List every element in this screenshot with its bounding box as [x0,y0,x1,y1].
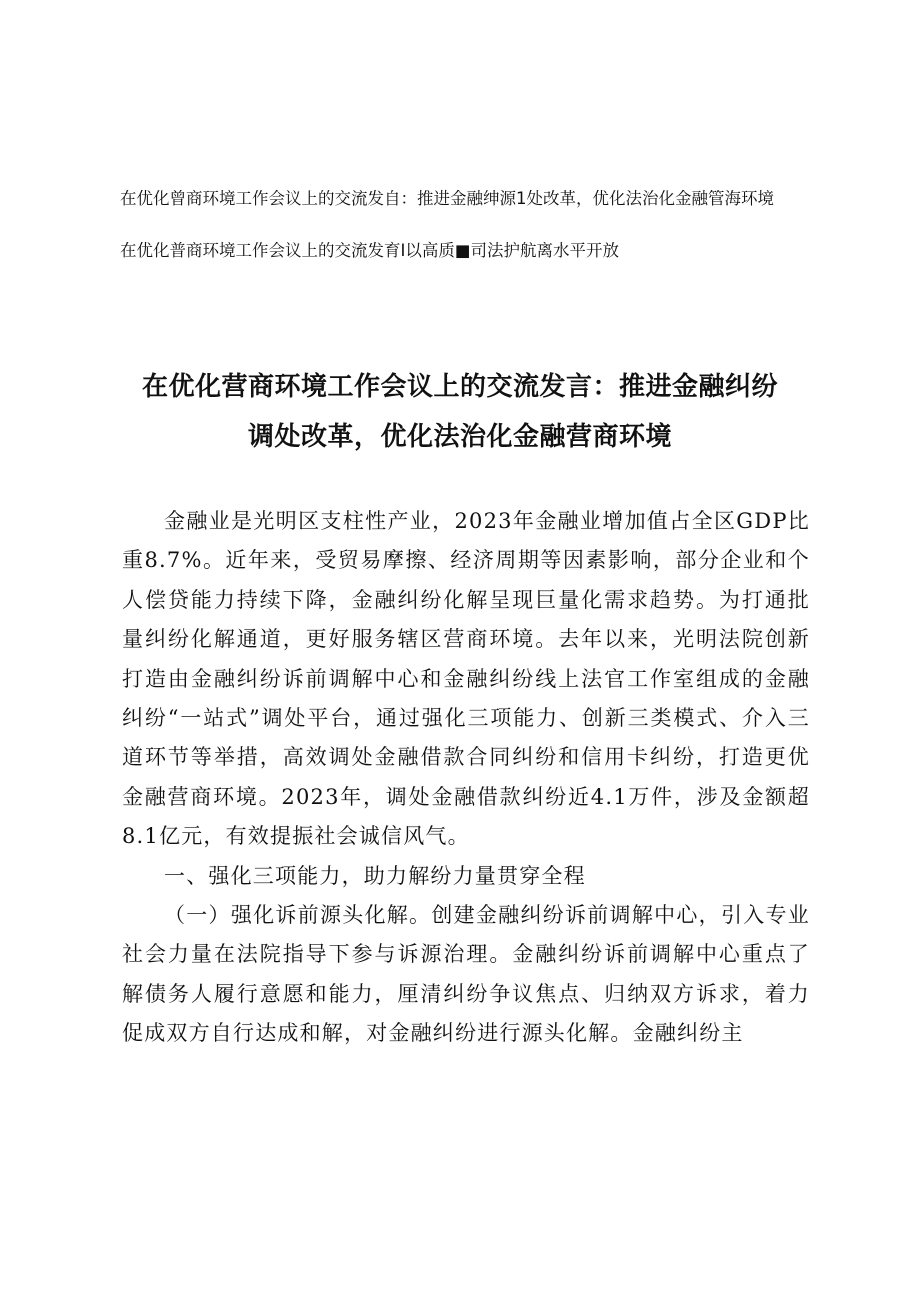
section-heading-1: 一、强化三项能力，助力解纷力量贯穿全程 [164,863,586,888]
table-of-contents [120,186,820,290]
toc-entry-2[interactable]: 在优化普商环境工作会议上的交流发育I以高质■司法护航离水平开放 [120,241,619,260]
document-title [100,362,820,462]
title-line-1: 在优化营商环境工作会议上的交流发言：推进金融纠纷 [141,372,778,402]
title-line-2: 调处改革，优化法治化金融营商环境 [247,422,672,452]
document-body [122,502,810,1054]
subsection-paragraph-1: （一）强化诉前源头化解。创建金融纠纷诉前调解中心，引入专业社会力量在法院指导下参与诉源治理。金融纠纷诉前调解中心重点了解债务人履行意愿和能力，厘清纠纷争议焦点、归纳双方诉求，着力促成双方自行达成和解，对金融纠纷进行源头化解。金融纠纷主 [122,903,810,1046]
intro-paragraph: 金融业是光明区支柱性产业，2023年金融业增加值占全区GDP比重8.7%。近年来，受贸易摩擦、经济周期等因素影响，部分企业和个人偿贷能力持续下降，金融纠纷化解呈现巨量化需求趋势。为打通批量纠纷化解通道，更好服务辖区营商环境。去年以来，光明法院创新打造由金融纠纷诉前调解中心和金融纠纷线上法官工作室组成的金融纠纷“一站式”调处平台，通过强化三项能力、创新三类模式、介入三道环节等举措，高效调处金融借款合同纠纷和信用卡纠纷，打造更优金融营商环境。2023年，调处金融借款纠纷近4.1万件，涉及金额超8.1亿元，有效提振社会诚信风气。 [122,509,810,849]
toc-entry-1[interactable]: 在优化曾商环境工作会议上的交流发自：推进金融绅源1处改革，优化法治化金融管海环境 [120,189,774,208]
